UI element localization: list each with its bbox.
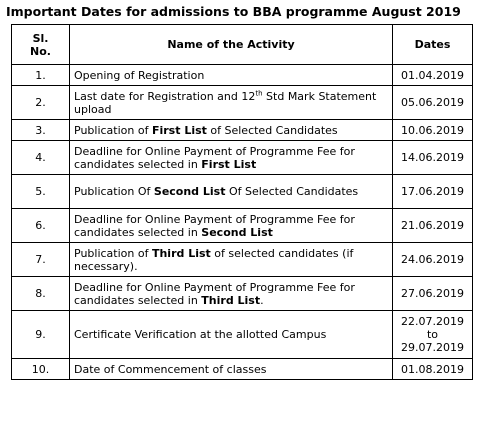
row-sl-no: 2. xyxy=(12,86,70,120)
admission-dates-table xyxy=(11,24,473,380)
row-date: 27.06.2019 xyxy=(393,277,473,311)
row-sl-no: 5. xyxy=(12,175,70,209)
row-activity: Publication of First List of Selected Candidates xyxy=(70,120,393,141)
superscript: th xyxy=(255,88,263,97)
row-sl-no: 8. xyxy=(12,277,70,311)
row-activity: Last date for Registration and 12th Std Mark Statement upload xyxy=(70,86,393,120)
table-row xyxy=(12,277,473,311)
list-name-emphasis: Third List xyxy=(151,246,211,260)
row-date: 14.06.2019 xyxy=(393,141,473,175)
table-row xyxy=(12,65,473,86)
row-sl-no: 1. xyxy=(12,65,70,86)
document-title: Important Dates for admissions to BBA programme August 2019 xyxy=(6,4,461,19)
row-date: 05.06.2019 xyxy=(393,86,473,120)
table-row xyxy=(12,243,473,277)
list-name-emphasis: First List xyxy=(201,157,257,171)
table-row xyxy=(12,359,473,380)
table-row xyxy=(12,311,473,359)
list-name-emphasis: Third List xyxy=(201,293,261,307)
row-date: 10.06.2019 xyxy=(393,120,473,141)
row-date: 17.06.2019 xyxy=(393,175,473,209)
table-row xyxy=(12,141,473,175)
row-sl-no: 3. xyxy=(12,120,70,141)
table-row xyxy=(12,86,473,120)
row-sl-no: 9. xyxy=(12,311,70,359)
list-name-emphasis: First List xyxy=(151,123,207,137)
table-row xyxy=(12,209,473,243)
header-sl-line2: No. xyxy=(30,44,51,58)
header-activity: Name of the Activity xyxy=(70,25,393,65)
row-date: 21.06.2019 xyxy=(393,209,473,243)
row-sl-no: 4. xyxy=(12,141,70,175)
row-date: 24.06.2019 xyxy=(393,243,473,277)
list-name-emphasis: Second List xyxy=(153,185,226,198)
date-range-separator: to xyxy=(426,328,439,341)
table-row xyxy=(12,175,473,209)
row-activity: Opening of Registration xyxy=(70,65,393,86)
header-dates: Dates xyxy=(393,25,473,65)
list-name-emphasis: Second List xyxy=(201,225,273,239)
date-range-start: 22.07.2019 xyxy=(401,315,464,328)
row-activity: Publication Of Second List Of Selected Candidates xyxy=(70,175,393,209)
row-sl-no: 7. xyxy=(12,243,70,277)
row-activity: Certificate Verification at the allotted Campus xyxy=(70,311,393,359)
row-activity: Deadline for Online Payment of Programme Fee for candidates selected in Third List. xyxy=(70,277,393,311)
header-sl-no xyxy=(12,25,70,65)
table-header-row xyxy=(12,25,473,65)
row-sl-no: 6. xyxy=(12,209,70,243)
table-row xyxy=(12,120,473,141)
row-sl-no: 10. xyxy=(12,359,70,380)
date-range-end: 29.07.2019 xyxy=(401,341,464,354)
row-activity: Deadline for Online Payment of Programme Fee for candidates selected in First List xyxy=(70,141,393,175)
row-activity: Deadline for Online Payment of Programme Fee for candidates selected in Second List xyxy=(70,209,393,243)
header-sl-line1: Sl. xyxy=(32,31,49,45)
row-date: 01.08.2019 xyxy=(393,359,473,380)
row-date-range xyxy=(393,311,473,359)
row-date: 01.04.2019 xyxy=(393,65,473,86)
row-activity: Publication of Third List of selected candidates (if necessary). xyxy=(70,243,393,277)
row-activity: Date of Commencement of classes xyxy=(70,359,393,380)
